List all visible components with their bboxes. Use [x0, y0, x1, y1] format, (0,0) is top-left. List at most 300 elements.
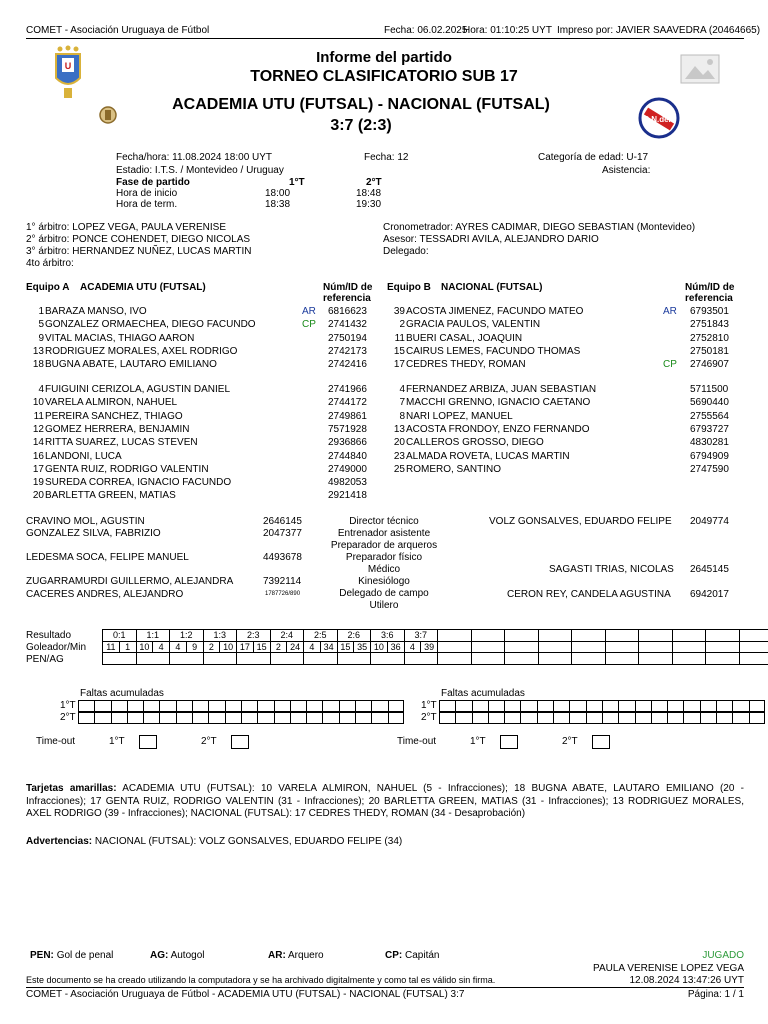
- signer-name: PAULA VERENISE LOPEZ VEGA: [593, 963, 744, 974]
- team-b-foul-cell: [700, 712, 716, 724]
- academia-utu-logo: [98, 105, 118, 125]
- goal-minute: 1: [125, 641, 131, 652]
- nacional-logo: [638, 97, 680, 139]
- team-a-foul-cell: [274, 712, 290, 724]
- team-b-starter-player-number: 15: [393, 345, 405, 357]
- team-b-sub-player-number: 25: [393, 463, 405, 475]
- end-time-label: Hora de term.: [116, 199, 178, 210]
- team-a-fouls-row: [78, 700, 404, 712]
- pen-ag-cell: [605, 652, 640, 665]
- team-b-starter-player-number: 17: [393, 359, 405, 371]
- team-a-id-header-2: referencia: [323, 293, 371, 304]
- nacional-logo-text: C.N.deF.: [643, 115, 675, 124]
- team-b-sub-player-name: CALLEROS GROSSO, DIEGO: [406, 437, 544, 449]
- team-a-foul-cell: [355, 712, 371, 724]
- legend-pen: PEN: Gol de penal: [30, 950, 114, 961]
- team-b-sub-player-name: ROMERO, SANTINO: [406, 463, 502, 475]
- pen-ag-cell: [303, 652, 338, 665]
- team-b-foul-cell: [504, 700, 520, 712]
- team-a-starter-player-name: VITAL MACIAS, THIAGO AARON: [45, 332, 195, 344]
- pen-ag-cell: [571, 652, 606, 665]
- team-b-foul-cell: [472, 700, 488, 712]
- team-a-label: Equipo A: [26, 282, 70, 293]
- team-a-foul-cell: [241, 712, 257, 724]
- team-b-foul-cell: [618, 712, 634, 724]
- team-b-foul-cell: [651, 712, 667, 724]
- team-b-id-header-2: referencia: [685, 293, 733, 304]
- footer-match: COMET - Asociación Uruguaya de Fútbol - ACADEMIA UTU (FUTSAL) - NACIONAL (FUTSAL) 3:7: [26, 989, 465, 1000]
- warnings: [26, 836, 402, 847]
- team-b-foul-cell: [439, 712, 455, 724]
- team-b-sub-player-name: ALMADA ROVETA, LUCAS MARTIN: [406, 450, 570, 462]
- team-b-starter-player-id: 2751843: [690, 319, 729, 331]
- scorer-number: 2: [271, 642, 288, 653]
- start-time-2t: 18:48: [356, 188, 382, 199]
- staff-role-label: Kinesiólogo: [358, 576, 410, 587]
- team-a-head-coach: CRAVINO MOL, AGUSTIN: [26, 516, 145, 527]
- team-b-foul-cell: [700, 700, 716, 712]
- staff-role-label: Preparador físico: [345, 552, 423, 563]
- team-a-sub-player-number: 12: [32, 423, 44, 435]
- team-b-fouls-1t-label: 1°T: [421, 700, 437, 711]
- team-b-sub-player-id: 2755564: [690, 410, 729, 422]
- team-b-fouls-label: Faltas acumuladas: [441, 688, 525, 699]
- team-a-foul-cell: [111, 712, 127, 724]
- team-a-sub-player-name: RITTA SUAREZ, LUCAS STEVEN: [45, 437, 198, 449]
- team-b-foul-cell: [683, 712, 699, 724]
- team-a-fitness-coach: LEDESMA SOCA, FELIPE MANUEL: [26, 552, 189, 563]
- team-b-foul-cell: [586, 712, 602, 724]
- match-score: 3:7 (2:3): [330, 117, 392, 134]
- team-a-physio-id: 7392114: [263, 576, 302, 587]
- team-b-sub-player-number: 8: [399, 410, 405, 422]
- team-b-starter-player-badge: AR: [663, 306, 677, 317]
- team-a-starter-player-id: 6816623: [328, 306, 367, 317]
- pen-ag-cell: [136, 652, 171, 665]
- team-a-sub-player-number: 4: [38, 384, 44, 395]
- warnings-text: NACIONAL (FUTSAL): VOLZ GONSALVES, EDUARDO FELIPE (34): [94, 836, 403, 847]
- scorer-number: 17: [237, 642, 254, 653]
- team-b-foul-cell: [716, 700, 732, 712]
- team-a-sub-player-name: LANDONI, LUCA: [45, 450, 122, 462]
- team-a-starter-player-number: 18: [32, 359, 44, 371]
- team-a-sub-player-id: 7571928: [328, 423, 367, 435]
- team-a-sub-player-id: 2744172: [328, 397, 367, 409]
- team-b-sub-player-id: 2747590: [690, 463, 729, 475]
- team-b-doctor-id: 2645145: [690, 564, 729, 575]
- phase-1t: 1°T: [289, 177, 305, 188]
- start-time-1t: 18:00: [265, 188, 291, 199]
- team-a-starter-player-number: 5: [38, 319, 44, 331]
- team-a-sub-player-number: 17: [32, 463, 44, 475]
- team-a-foul-cell: [176, 700, 192, 712]
- team-a-sub-player-id: 4982053: [328, 477, 367, 489]
- team-a-sub-player-name: GOMEZ HERRERA, BENJAMIN: [45, 423, 190, 435]
- pen-ag-cell: [102, 652, 137, 665]
- team-a-timeout-label: Time-out: [36, 736, 76, 747]
- team-a-foul-cell: [143, 700, 159, 712]
- pen-ag-cell: [203, 652, 238, 665]
- team-b-foul-cell: [520, 700, 536, 712]
- team-b-foul-cell: [569, 700, 585, 712]
- pen-ag-cell: [404, 652, 439, 665]
- goal-minute: 15: [256, 641, 267, 652]
- legend-ar: AR: Arquero: [268, 950, 324, 961]
- team-b-foul-cell: [683, 700, 699, 712]
- team-b-starter-player-name: BUERI CASAL, JOAQUIN: [406, 332, 523, 344]
- team-a-sub-player-name: FUIGUINI CERIZOLA, AGUSTIN DANIEL: [45, 384, 231, 395]
- page-number: Página: 1 / 1: [687, 989, 744, 1000]
- goal-minute: 9: [192, 641, 198, 652]
- team-b-starter-player-name: CAIRUS LEMES, FACUNDO THOMAS: [406, 345, 581, 357]
- team-b-foul-cell: [537, 700, 553, 712]
- team-a-physio: ZUGARRAMURDI GUILLERMO, ALEJANDRA: [26, 576, 234, 587]
- team-a-foul-cell: [355, 700, 371, 712]
- team-b-foul-cell: [504, 712, 520, 724]
- team-a-sub-player-id: 2741966: [328, 384, 367, 395]
- start-time-label: Hora de inicio: [116, 188, 178, 199]
- pen-ag-cell: [236, 652, 271, 665]
- scorer-number: 15: [338, 642, 355, 653]
- team-b-foul-cell: [488, 712, 504, 724]
- team-b-foul-cell: [488, 700, 504, 712]
- referee-1: 1° árbitro: LOPEZ VEGA, PAULA VERENISE: [26, 222, 226, 233]
- team-a-foul-cell: [257, 712, 273, 724]
- team-a-foul-cell: [257, 700, 273, 712]
- team-a-foul-cell: [143, 712, 159, 724]
- result-cell: 2:6: [337, 629, 372, 642]
- scorer-number: 4: [405, 642, 422, 653]
- report-title: Informe del partido: [316, 49, 452, 66]
- team-a-foul-cell: [388, 700, 404, 712]
- team-a-foul-cell: [159, 700, 175, 712]
- header-printed-by: Impreso por: JAVIER SAAVEDRA (20464665): [557, 25, 761, 36]
- team-a-sub-player-number: 11: [33, 410, 44, 422]
- header-date: Fecha: 06.02.2025: [384, 25, 468, 36]
- team-b-foul-cell: [635, 712, 651, 724]
- team-b-starter-player-name: ACOSTA JIMENEZ, FACUNDO MATEO: [406, 306, 584, 317]
- pen-ag-cell: [504, 652, 539, 665]
- team-b-timeout-1t-box: [500, 735, 518, 749]
- team-b-fouls-row: [439, 700, 765, 712]
- staff-role-label: Director técnico: [349, 516, 419, 527]
- warnings-label: Advertencias:: [26, 836, 93, 847]
- team-b-timeout-1t-label: 1°T: [470, 736, 486, 747]
- team-a-starter-player-id: 2750194: [328, 332, 367, 344]
- team-b-sub-player-name: FERNANDEZ ARBIZA, JUAN SEBASTIAN: [406, 384, 597, 395]
- team-b-foul-cell: [553, 712, 569, 724]
- team-a-starter-player-number: 9: [38, 332, 44, 344]
- referee-4: 4to árbitro:: [26, 258, 74, 269]
- result-cell: 3:6: [370, 629, 405, 642]
- scorer-label: Goleador/Min: [26, 642, 87, 653]
- team-b-foul-cell: [732, 712, 748, 724]
- team-a-head-coach-id: 2646145: [263, 516, 302, 527]
- team-a-starter-player-number: 1: [38, 306, 44, 317]
- goal-minute: 35: [357, 641, 368, 652]
- team-a-sub-player-name: PEREIRA SANCHEZ, THIAGO: [45, 410, 183, 422]
- team-a-id-header-1: Núm/ID de: [323, 282, 373, 293]
- scorer-number: 4: [170, 642, 187, 653]
- team-a-starter-player-number: 13: [32, 345, 44, 357]
- team-a-starter-player-id: 2741432: [328, 319, 367, 331]
- result-cell: 2:3: [236, 629, 271, 642]
- pen-ag-label: PEN/AG: [26, 654, 64, 665]
- team-b-foul-cell: [553, 700, 569, 712]
- result-label: Resultado: [26, 630, 72, 641]
- team-b-sub-player-number: 4: [399, 384, 405, 395]
- pen-ag-cell: [538, 652, 573, 665]
- team-b-foul-cell: [602, 700, 618, 712]
- team-b-timeout-2t-label: 2°T: [562, 736, 578, 747]
- legend-cp: CP: Capitán: [385, 950, 440, 961]
- pen-ag-cell: [337, 652, 372, 665]
- pen-ag-cell: [437, 652, 472, 665]
- team-b-starter-player-name: GRACIA PAULOS, VALENTIN: [406, 319, 541, 331]
- timekeeper: Cronometrador: AYRES CADIMAR, DIEGO SEBASTIAN (Montevideo): [383, 222, 696, 233]
- tournament-title: TORNEO CLASIFICATORIO SUB 17: [250, 68, 518, 85]
- team-a-sub-player-id: 2749000: [328, 463, 367, 475]
- team-b-foul-cell: [667, 700, 683, 712]
- legend-ag: AG: Autogol: [150, 950, 205, 961]
- phase-2t: 2°T: [366, 177, 382, 188]
- team-a-sub-player-id: 2744840: [328, 450, 367, 462]
- team-b-sub-player-number: 13: [393, 423, 405, 435]
- pen-ag-cell: [370, 652, 405, 665]
- team-a-sub-player-number: 10: [32, 397, 44, 409]
- team-a-foul-cell: [192, 712, 208, 724]
- team-b-foul-cell: [732, 700, 748, 712]
- team-a-sub-player-name: BARLETTA GREEN, MATIAS: [45, 490, 176, 502]
- team-a-sub-player-number: 19: [32, 477, 44, 489]
- team-b-sub-player-id: 4830281: [690, 437, 729, 449]
- referee-2: 2° árbitro: PONCE COHENDET, DIEGO NICOLAS: [26, 234, 251, 245]
- team-a-timeout-1t-box: [139, 735, 157, 749]
- pen-ag-cell: [705, 652, 740, 665]
- team-b-starter-player-id: 2746907: [690, 359, 729, 371]
- team-a-sub-player-number: 14: [32, 437, 44, 449]
- team-a-sub-player-number: 20: [32, 490, 44, 502]
- scorer-number: 10: [371, 642, 388, 653]
- team-a-foul-cell: [322, 700, 338, 712]
- team-b-field-delegate-id: 6942017: [690, 589, 729, 600]
- pen-ag-cell: [270, 652, 305, 665]
- team-b-sub-player-number: 7: [399, 397, 405, 409]
- team-a-starter-player-id: 2742416: [328, 359, 367, 371]
- team-a-foul-cell: [176, 712, 192, 724]
- team-a-foul-cell: [306, 712, 322, 724]
- team-b-foul-cell: [586, 700, 602, 712]
- team-b-foul-cell: [439, 700, 455, 712]
- team-a-foul-cell: [208, 712, 224, 724]
- team-a-foul-cell: [371, 712, 387, 724]
- team-b-sub-player-name: NARI LOPEZ, MANUEL: [406, 410, 513, 422]
- team-a-timeout-2t-box: [231, 735, 249, 749]
- assessor: Asesor: TESSADRI AVILA, ALEJANDRO DARIO: [383, 234, 599, 245]
- team-b-starter-player-name: CEDRES THEDY, ROMAN: [406, 359, 526, 371]
- team-a-foul-cell: [127, 700, 143, 712]
- team-a-starter-player-badge: AR: [302, 306, 316, 317]
- team-b-starter-player-number: 11: [394, 332, 405, 344]
- scorer-number: 10: [137, 642, 154, 653]
- team-a-foul-cell: [225, 700, 241, 712]
- team-a-starter-player-id: 2742173: [328, 345, 367, 357]
- team-b-foul-cell: [455, 700, 471, 712]
- team-b-sub-player-name: MACCHI GRENNO, IGNACIO CAETANO: [406, 397, 591, 409]
- team-a-sub-player-name: VARELA ALMIRON, NAHUEL: [45, 397, 178, 409]
- team-b-starter-player-badge: CP: [663, 359, 677, 371]
- match-status: JUGADO: [702, 950, 744, 961]
- pen-ag-cell: [638, 652, 673, 665]
- result-cell: 0:1: [102, 629, 137, 642]
- scorer-number: 4: [304, 642, 321, 653]
- staff-role-label: Utilero: [369, 600, 399, 611]
- goal-minute: 10: [223, 641, 234, 652]
- goal-minute: 4: [158, 641, 164, 652]
- team-a-sub-player-number: 16: [32, 450, 44, 462]
- team-b-foul-cell: [455, 712, 471, 724]
- disclaimer: Este documento se ha creado utilizando la computadora y se ha archivado digitalmente y como tal es válido sin firma.: [26, 975, 496, 985]
- team-a-field-delegate: CACERES ANDRES, ALEJANDRO: [26, 589, 184, 600]
- team-a-sub-player-id: 2921418: [328, 490, 367, 502]
- team-a-sub-player-name: GENTA RUIZ, RODRIGO VALENTIN: [45, 463, 209, 475]
- signed-at: 12.08.2024 13:47:26 UYT: [629, 975, 744, 986]
- match-title: ACADEMIA UTU (FUTSAL) - NACIONAL (FUTSAL): [172, 96, 550, 113]
- team-b-foul-cell: [602, 712, 618, 724]
- team-b-doctor: SAGASTI TRIAS, NICOLAS: [549, 564, 674, 575]
- goal-minute: 39: [424, 641, 435, 652]
- team-a-foul-cell: [208, 700, 224, 712]
- team-a-timeout-1t-label: 1°T: [109, 736, 125, 747]
- team-b-sub-player-number: 20: [393, 437, 405, 449]
- referee-3: 3° árbitro: HERNANDEZ NUÑEZ, LUCAS MARTIN: [26, 246, 252, 257]
- team-b-sub-player-id: 6793727: [690, 423, 729, 435]
- pen-ag-cell: [672, 652, 707, 665]
- staff-role-label: Preparador de arqueros: [330, 540, 438, 551]
- team-a-foul-cell: [290, 712, 306, 724]
- result-cell: 1:2: [169, 629, 204, 642]
- team-b-foul-cell: [651, 700, 667, 712]
- team-b-sub-player-name: ACOSTA FRONDOY, ENZO FERNANDO: [406, 423, 590, 435]
- team-b-sub-player-id: 6794909: [690, 450, 729, 462]
- team-b-name: NACIONAL (FUTSAL): [441, 282, 543, 293]
- staff-role-label: Entrenador asistente: [337, 528, 431, 539]
- team-a-foul-cell: [111, 700, 127, 712]
- result-cell: 1:1: [136, 629, 171, 642]
- team-a-starter-player-name: RODRIGUEZ MORALES, AXEL RODRIGO: [45, 345, 238, 357]
- team-b-timeout-label: Time-out: [397, 736, 437, 747]
- team-b-starter-player-id: 2752810: [690, 332, 729, 344]
- team-a-foul-cell: [290, 700, 306, 712]
- header-time: Hora: 01:10:25 UYT: [463, 25, 552, 36]
- pen-ag-cell: [739, 652, 768, 665]
- pen-ag-cell: [471, 652, 506, 665]
- team-a-foul-cell: [94, 712, 110, 724]
- team-b-label: Equipo B: [387, 282, 431, 293]
- team-b-sub-player-id: 5711500: [690, 384, 729, 395]
- attendance: Asistencia:: [602, 165, 651, 176]
- team-a-name: ACADEMIA UTU (FUTSAL): [80, 282, 206, 293]
- team-a-fouls-label: Faltas acumuladas: [80, 688, 164, 699]
- team-b-head-coach: VOLZ GONSALVES, EDUARDO FELIPE: [489, 516, 672, 527]
- team-b-foul-cell: [520, 712, 536, 724]
- goal-minute: 36: [390, 641, 401, 652]
- team-a-foul-cell: [371, 700, 387, 712]
- team-b-foul-cell: [716, 712, 732, 724]
- end-time-1t: 18:38: [265, 199, 291, 210]
- team-a-foul-cell: [127, 712, 143, 724]
- header-org: COMET - Asociación Uruguaya de Fútbol: [26, 25, 210, 36]
- team-b-id-header-1: Núm/ID de: [685, 282, 735, 293]
- team-a-starter-player-name: BARAZA MANSO, IVO: [45, 306, 147, 317]
- team-a-foul-cell: [78, 712, 94, 724]
- team-a-sub-player-id: 2749861: [328, 410, 367, 422]
- stadium: Estadio: I.T.S. / Montevideo / Uruguay: [116, 165, 284, 176]
- team-b-foul-cell: [537, 712, 553, 724]
- team-a-assistant-coach: GONZALEZ SILVA, FABRIZIO: [26, 528, 161, 539]
- staff-role-label: Médico: [367, 564, 401, 575]
- team-b-head-coach-id: 2049774: [690, 516, 729, 527]
- team-b-foul-cell: [667, 712, 683, 724]
- team-b-starter-player-number: 2: [399, 319, 405, 331]
- result-cell: 3:7: [404, 629, 439, 642]
- goal-minute: 34: [323, 641, 334, 652]
- yellow-cards-text: ACADEMIA UTU (FUTSAL): 10 VARELA ALMIRON, NAHUEL (5 - Infracciones); 18 BUGNA ABATE, LAUTARO EMILIANO (20 - Infracciones); 17 GENTA RUIZ, RODRIGO VALENTIN (31 - Infracciones); 20 BARLETTA GREEN, MATIAS (31 - Infracciones); 13 RODRIGUEZ MORALES, AXEL RODRIGO (39 - Infracciones); NACIONAL (FUTSAL): 17 CEDRES THEDY, ROMAN (34 - Desaprobación): [26, 783, 744, 819]
- end-time-2t: 19:30: [356, 199, 382, 210]
- scorer-number: 11: [103, 642, 120, 653]
- team-a-fouls-row: [78, 712, 404, 724]
- team-b-foul-cell: [569, 712, 585, 724]
- team-a-foul-cell: [159, 712, 175, 724]
- team-a-foul-cell: [78, 700, 94, 712]
- goal-minute: 24: [290, 641, 301, 652]
- result-cell: 2:4: [270, 629, 305, 642]
- team-b-foul-cell: [618, 700, 634, 712]
- team-a-fouls-1t-label: 1°T: [60, 700, 76, 711]
- match-round: Fecha: 12: [364, 152, 409, 163]
- result-cell: 2:5: [303, 629, 338, 642]
- team-a-foul-cell: [274, 700, 290, 712]
- team-a-foul-cell: [322, 712, 338, 724]
- svg-text:U: U: [64, 61, 72, 71]
- team-a-foul-cell: [225, 712, 241, 724]
- staff-role-label: Delegado de campo: [339, 588, 429, 599]
- team-a-fitness-coach-id: 4493678: [263, 552, 302, 563]
- team-b-fouls-2t-label: 2°T: [421, 712, 437, 723]
- scorer-number: 2: [204, 642, 221, 653]
- age-category: Categoría de edad: U-17: [538, 152, 649, 163]
- team-b-timeout-2t-box: [592, 735, 610, 749]
- result-cell: 1:3: [203, 629, 238, 642]
- team-a-assistant-coach-id: 2047377: [263, 528, 302, 539]
- team-b-starter-player-id: 6793501: [690, 306, 729, 317]
- team-a-sub-player-name: SUREDA CORREA, IGNACIO FACUNDO: [45, 477, 232, 489]
- team-a-foul-cell: [241, 700, 257, 712]
- team-a-foul-cell: [339, 712, 355, 724]
- team-b-fouls-row: [439, 712, 765, 724]
- yellow-cards-label: Tarjetas amarillas:: [26, 783, 117, 794]
- team-b-foul-cell: [635, 700, 651, 712]
- team-b-sub-player-number: 23: [393, 450, 405, 462]
- team-a-foul-cell: [339, 700, 355, 712]
- yellow-cards: [26, 783, 744, 821]
- pen-ag-cell: [169, 652, 204, 665]
- team-a-starter-player-name: BUGNA ABATE, LAUTARO EMILIANO: [45, 359, 217, 371]
- match-datetime: Fecha/hora: 11.08.2024 18:00 UYT: [116, 152, 273, 163]
- team-a-fouls-2t-label: 2°T: [60, 712, 76, 723]
- team-a-foul-cell: [388, 712, 404, 724]
- team-b-starter-player-id: 2750181: [690, 345, 729, 357]
